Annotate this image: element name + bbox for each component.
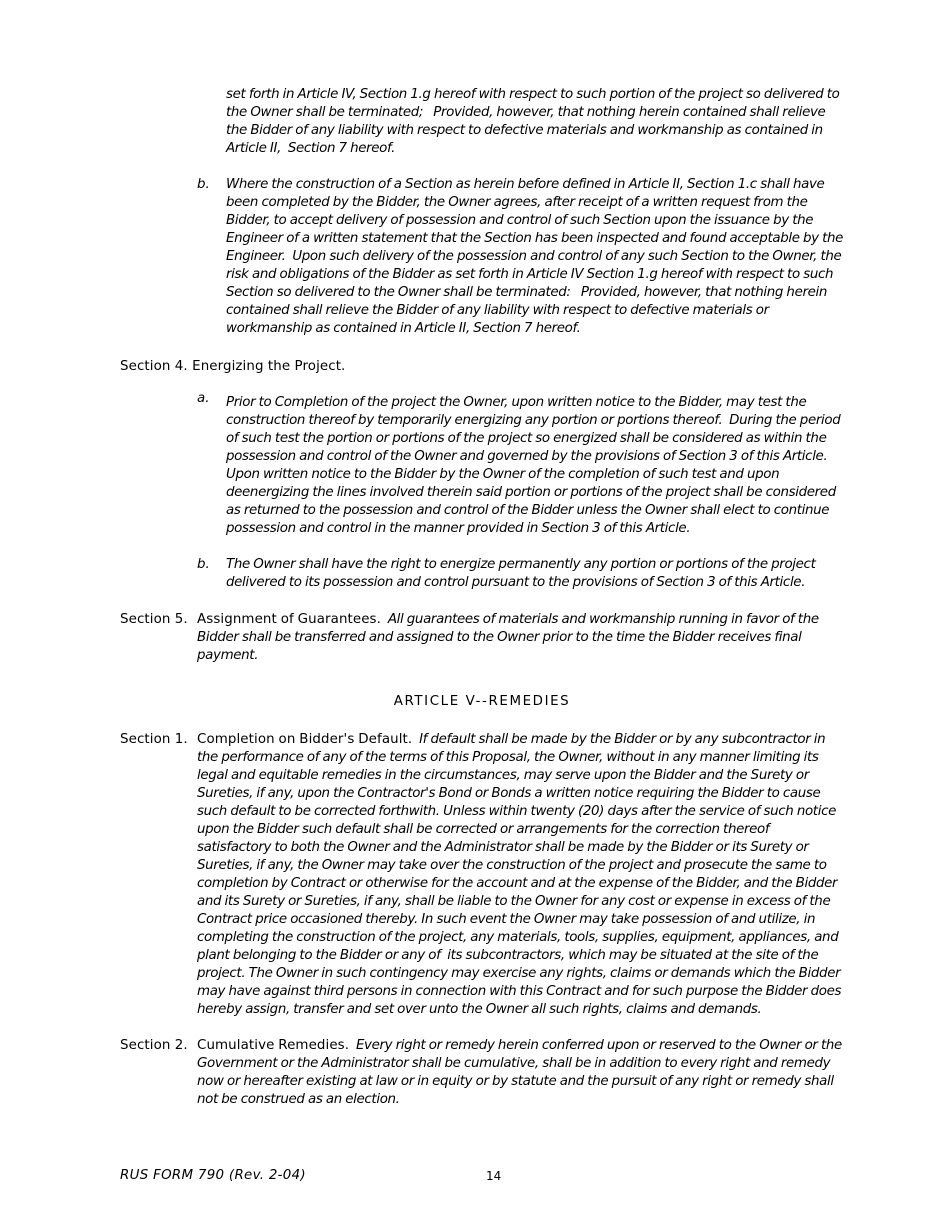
section-5-number: Section 5. — [120, 612, 188, 627]
item-b-text: Where the construction of a Section as herein before defined in Article II, Section 1.c shall have been completed by the Bidder, the Owner agrees, after receipt of a written request from the Bidder, to accept delivery of possession and control of such Section upon the issuance by the Engineer of a written statement that the Section has been inspected and found acceptable by the Engineer. Upon such delivery of the possession and control of any such Section to the Owner, the risk and obligations of the Bidder as set forth in Article IV Section 1.g hereof with respect to such Section so delivered to the Owner shall be terminated: Provided, however, that nothing herein contained shall relieve the Bidder of any liability with respect to defective materials or workmanship as contained in Article II, Section 7 hereof. — [226, 177, 844, 336]
footer-form-label: RUS FORM 790 (Rev. 2-04) — [120, 1168, 306, 1183]
remedies-section-2-title: Cumulative Remedies. — [197, 1038, 350, 1053]
section-5-title: Assignment of Guarantees. — [197, 612, 381, 627]
section-4-item-b-label: b. — [197, 557, 210, 572]
section-4-heading: Section 4. Energizing the Project. — [120, 359, 346, 374]
remedies-section-2 — [120, 1037, 842, 1107]
remedies-section-1 — [120, 731, 842, 1017]
article-heading: ARTICLE V--REMEDIES — [393, 694, 571, 709]
section-5 — [120, 611, 840, 663]
section-4-item-a-label: a. — [197, 391, 210, 406]
remedies-section-2-number: Section 2. — [120, 1038, 188, 1053]
section-4-item-b-text: The Owner shall have the right to energize permanently any portion or portions of the project delivered to its possession and control pursuant to the provisions of Section 3 of this Article. — [226, 557, 816, 590]
remedies-section-1-text: If default shall be made by the Bidder or by any subcontractor in the performance of any of the terms of this Proposal, the Owner, without in any manner limiting its legal and equitable remedies in the circumstances, may serve upon the Bidder and the Surety or Sureties, if any, upon the Contractor's Bond or Bonds a written notice requiring the Bidder to cause such default to be corrected forthwith. Unless within twenty (20) days after the service of such notice upon the Bidder such default shall be corrected or arrangements for the correction thereof satisfactory to both the Owner and the Administrator shall be made by the Bidder or its Surety or Sureties, if any, the Owner may take over the construction of the project and prosecute the same to completion by Contract or otherwise for the account and at the expense of the Bidder, and the Bidder and its Surety or Sureties, if any, shall be liable to the Owner for any cost or expense in excess of the Contract price occasioned thereby. In such event the Owner may take possession of and utilize, in completing the construction of the project, any materials, tools, supplies, equipment, appliances, and plant belonging to the Bidder or any of its subcontractors, which may be situated at the site of the project. The Owner in such contingency may exercise any rights, claims or demands which the Bidder may have against third persons in connection with this Contract and for such purpose the Bidder does hereby assign, transfer and set over unto the Owner all such rights, claims and demands. — [197, 732, 842, 1017]
item-b-label: b. — [197, 177, 210, 192]
section-4-item-a-text: Prior to Completion of the project the Owner, upon written notice to the Bidder, may test the construction thereof by temporarily energizing any portion or portions thereof. During the period of such test the portion or portions of the project so energized shall be considered as within the possession and control of the Owner and governed by the provisions of Section 3 of this Article. Upon written notice to the Bidder by the Owner of the completion of such test and upon deenergizing the lines involved therein said portion or portions of the project shall be considered as returned to the possession and control of the Bidder unless the Owner shall elect to continue possession and control in the manner provided in Section 3 of this Article. — [226, 395, 841, 536]
remedies-section-1-number: Section 1. — [120, 732, 188, 747]
section-5-text: All guarantees of materials and workmanship running in favor of the Bidder shall be transferred and assigned to the Owner prior to the time the Bidder receives final payment. — [197, 612, 819, 663]
continuation-paragraph: set forth in Article IV, Section 1.g hereof with respect to such portion of the project so delivered to the Owner shall be terminated; Provided, however, that nothing herein contained shall relieve the Bidder of any liability with respect to defective materials and workmanship as contained in Article II, Section 7 hereof. — [226, 87, 840, 156]
page-number: 14 — [486, 1169, 502, 1183]
remedies-section-2-text: Every right or remedy herein conferred upon or reserved to the Owner or the Government or the Administrator shall be cumulative, shall be in addition to every right and remedy now or hereafter existing at law or in equity or by statute and the pursuit of any right or remedy shall not be construed as an election. — [197, 1038, 842, 1107]
remedies-section-1-title: Completion on Bidder's Default. — [197, 732, 413, 747]
